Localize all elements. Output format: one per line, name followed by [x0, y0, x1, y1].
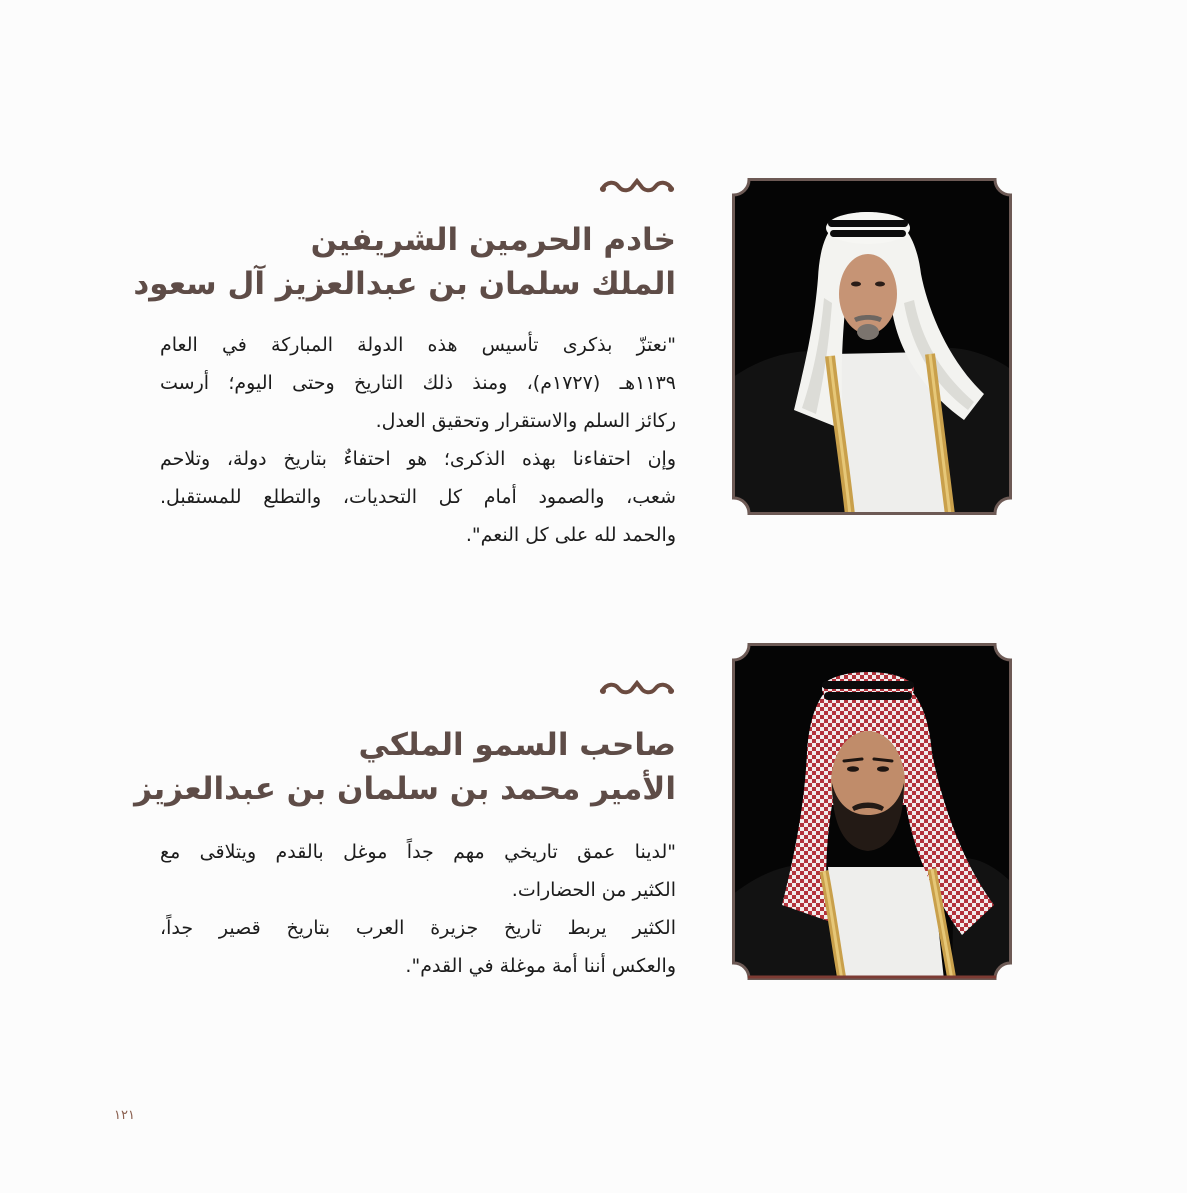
quote-line: "لدينا عمق تاريخي مهم جداً موغل بالقدم ويتلاقى مع	[160, 841, 676, 863]
title-line-name: الأمير محمد بن سلمان بن عبدالعزيز	[134, 771, 676, 807]
quote-line: ١١٣٩هـ (١٧٢٧م)، ومنذ ذلك التاريخ وحتى اليوم؛ أرست	[160, 372, 676, 394]
section-title	[134, 723, 676, 811]
portrait-frame	[732, 643, 1012, 980]
portrait-frame	[732, 178, 1012, 515]
quote-line: ركائز السلم والاستقرار وتحقيق العدل.	[375, 410, 676, 432]
title-line-honorific: صاحب السمو الملكي	[358, 727, 676, 763]
quote-line: والعكس أننا أمة موغلة في القدم".	[405, 955, 676, 977]
flourish-ornament-icon	[598, 680, 676, 696]
quote-line: وإن احتفاءنا بهذه الذكرى؛ هو احتفاءٌ بتاريخ دولة، وتلاحم	[160, 448, 676, 470]
portrait-photo	[732, 178, 1012, 515]
flourish-ornament-icon	[598, 178, 676, 194]
quote-line: الكثير يربط تاريخ جزيرة العرب بتاريخ قصير جداً،	[160, 917, 676, 939]
quote-line: شعب، والصمود أمام كل التحديات، والتطلع للمستقبل.	[160, 486, 676, 508]
section-title	[133, 218, 676, 306]
quote-line: والحمد لله على كل النعم".	[465, 524, 676, 546]
title-line-honorific: خادم الحرمين الشريفين	[310, 222, 676, 258]
title-line-name: الملك سلمان بن عبدالعزيز آل سعود	[133, 266, 676, 302]
quote-block	[160, 833, 676, 985]
page-number: ١٢١	[114, 1108, 135, 1123]
quote-block	[160, 326, 676, 554]
quote-line: الكثير من الحضارات.	[511, 879, 676, 901]
quote-line: "نعتزّ بذكرى تأسيس هذه الدولة المباركة في العام	[160, 334, 676, 356]
portrait-photo	[732, 643, 1012, 980]
